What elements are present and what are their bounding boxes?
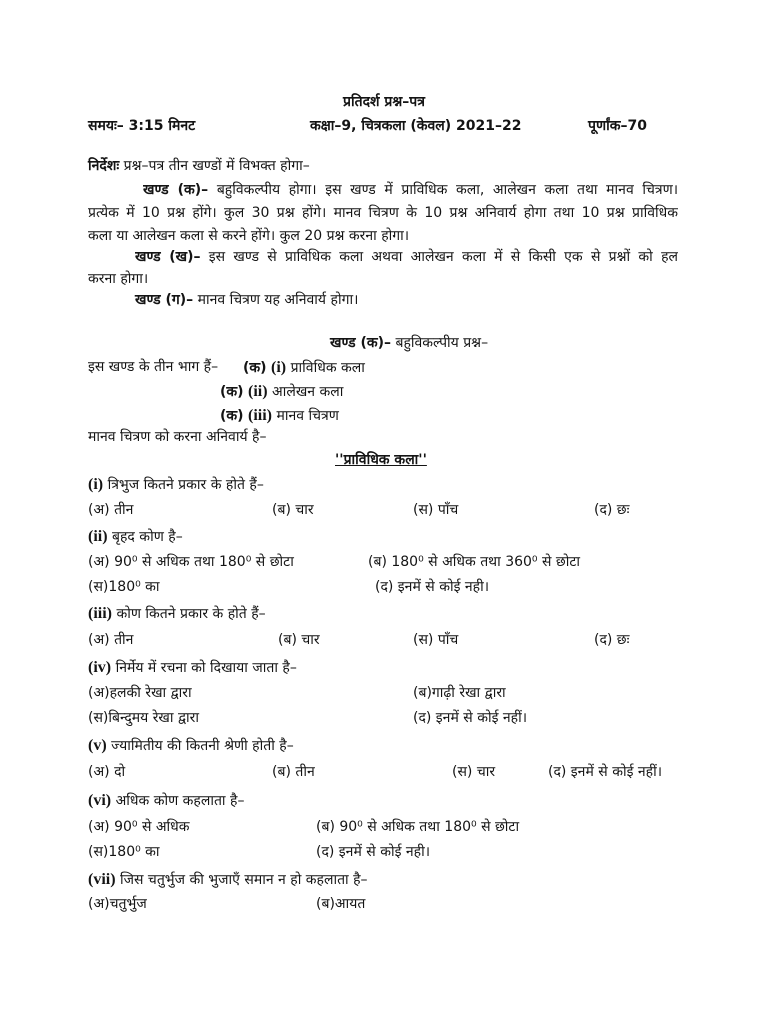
question-2 [88, 527, 183, 546]
question-2-options-row-1 [0, 553, 768, 572]
question-text: जिस चतुर्भुज की भुजाएँ समान न हो कहलाता है– [120, 872, 368, 888]
section-c-text: मानव चित्रण यह अनिवार्य होगा। [197, 292, 359, 308]
question-6-options-row-2 [0, 843, 768, 862]
section-b-instruction-line-1 [135, 248, 678, 267]
part-number: (i) [271, 359, 287, 376]
option-c: (स) पाँच [413, 632, 459, 648]
option-b: (ब) तीन [272, 764, 315, 780]
option-a: (अ) तीन [88, 502, 134, 518]
part-name: प्राविधिक कला [290, 360, 365, 376]
question-text: कोण कितने प्रकार के होते हैं– [116, 606, 266, 622]
section-a-heading-text: बहुविकल्पीय प्रश्न– [395, 335, 489, 351]
part-1 [243, 358, 365, 378]
section-b-text: इस खण्ड से प्राविधिक कला अथवा आलेखन कला में से किसी एक से प्रश्नों को हल [208, 249, 678, 265]
option-b: (ब) चार [272, 502, 314, 518]
option-a: (अ) 90⁰ से अधिक तथा 180⁰ से छोटा [88, 554, 294, 570]
subheading-technical-art: ''प्राविधिक कला'' [335, 452, 427, 468]
question-number: (v) [88, 737, 107, 754]
paper-title: प्रतिदर्श प्रश्न–पत्र [343, 94, 425, 110]
part-number: (iii) [248, 407, 273, 424]
question-number: (vi) [88, 792, 112, 809]
question-number: (vii) [88, 871, 116, 888]
option-d: (द) इनमें से कोई नहीं। [413, 710, 528, 726]
part-name: मानव चित्रण [276, 408, 339, 424]
question-6-options-row-1 [0, 818, 768, 837]
section-a-instruction-line-2: प्रत्येक में 10 प्रश्न होंगे। कुल 30 प्रश्न होंगे। मानव चित्रण के 10 प्रश्न अनिवार्य होगा तथा 10 प्रश्न प्राविधिक [88, 205, 678, 221]
question-2-options-row-2 [0, 578, 768, 597]
option-c: (स)180⁰ का [88, 844, 160, 860]
question-text: बृहद कोण है– [112, 529, 183, 545]
class-subject: कक्षा–9, चित्रकला (केवल) 2021–22 [310, 118, 522, 134]
section-a-note: मानव चित्रण को करना अनिवार्य है– [88, 429, 267, 445]
instructions-intro-line [88, 157, 310, 176]
question-5-options [0, 763, 768, 782]
question-3-options [0, 631, 768, 650]
question-text: निर्मेय में रचना को दिखाया जाता है– [115, 660, 297, 676]
option-b: (ब) चार [278, 632, 320, 648]
option-c: (स)180⁰ का [88, 579, 160, 595]
question-5 [88, 736, 294, 755]
part-number: (ii) [248, 383, 268, 400]
part-marker: (क) [220, 408, 244, 424]
part-marker: (क) [243, 360, 267, 376]
section-c-label: खण्ड (ग)– [135, 292, 194, 308]
option-c: (स) चार [452, 764, 496, 780]
option-b: (ब) 180⁰ से अधिक तथा 360⁰ से छोटा [368, 554, 581, 570]
instructions-label: निर्देशः [88, 158, 120, 174]
question-6 [88, 791, 244, 810]
part-2 [220, 382, 343, 401]
option-b: (ब) 90⁰ से अधिक तथा 180⁰ से छोटा [316, 819, 520, 835]
question-text: ज्यामितीय की कितनी श्रेणी होती है– [111, 738, 294, 754]
instructions-intro: प्रश्न–पत्र तीन खण्डों में विभक्त होगा– [123, 158, 310, 174]
question-3 [88, 604, 266, 623]
option-b: (ब)आयत [316, 896, 366, 912]
time-allowed: समयः– 3:15 मिनट [88, 118, 196, 134]
part-name: आलेखन कला [272, 384, 344, 400]
section-b-instruction-line-2: करना होगा। [88, 271, 149, 287]
parts-intro: इस खण्ड के तीन भाग हैं– [88, 359, 219, 375]
option-d: (द) इनमें से कोई नही। [375, 579, 490, 595]
question-number: (iv) [88, 659, 112, 676]
section-a-parts-row-1 [0, 358, 768, 377]
option-d: (द) इनमें से कोई नहीं। [548, 764, 663, 780]
question-text: अधिक कोण कहलाता है– [115, 793, 245, 809]
question-7 [88, 870, 368, 889]
option-a: (अ)चतुर्भुज [88, 896, 147, 912]
option-d: (द) छः [594, 502, 630, 518]
question-7-options [0, 895, 768, 914]
question-number: (ii) [88, 528, 108, 545]
option-a: (अ) 90⁰ से अधिक [88, 819, 190, 835]
question-4-options-row-2 [0, 709, 768, 728]
section-a-instruction-line-1 [143, 181, 678, 200]
option-a: (अ) तीन [88, 632, 134, 648]
question-4-options-row-1 [0, 684, 768, 703]
section-a-label: खण्ड (क)– [143, 182, 209, 198]
option-d: (द) इनमें से कोई नही। [316, 844, 431, 860]
option-d: (द) छः [594, 632, 630, 648]
question-1-options [0, 501, 768, 520]
option-c: (स)बिन्दुमय रेखा द्वारा [88, 710, 199, 726]
section-a-heading-label: खण्ड (क)– [330, 335, 392, 351]
max-marks: पूर्णांक–70 [588, 118, 647, 134]
section-c-instruction [135, 291, 358, 310]
option-a: (अ)हलकी रेखा द्वारा [88, 685, 192, 701]
section-a-instruction-line-3: कला या आलेखन कला से करने होंगे। कुल 20 प्रश्न करना होगा। [88, 228, 410, 244]
part-3 [220, 406, 339, 425]
header-row [0, 117, 768, 136]
section-b-label: खण्ड (ख)– [135, 249, 201, 265]
section-a-text: बहुविकल्पीय होगा। इस खण्ड में प्राविधिक कला, आलेखन कला तथा मानव चित्रण। [216, 182, 678, 198]
option-a: (अ) दो [88, 764, 126, 780]
question-number: (iii) [88, 605, 112, 622]
option-c: (स) पाँच [413, 502, 459, 518]
option-b: (ब)गाढ़ी रेखा द्वारा [413, 685, 506, 701]
question-1 [88, 475, 264, 494]
question-text: त्रिभुज कितने प्रकार के होते हैं– [107, 477, 264, 493]
question-4 [88, 658, 297, 677]
part-marker: (क) [220, 384, 244, 400]
question-number: (i) [88, 476, 104, 493]
section-a-heading [330, 334, 488, 353]
